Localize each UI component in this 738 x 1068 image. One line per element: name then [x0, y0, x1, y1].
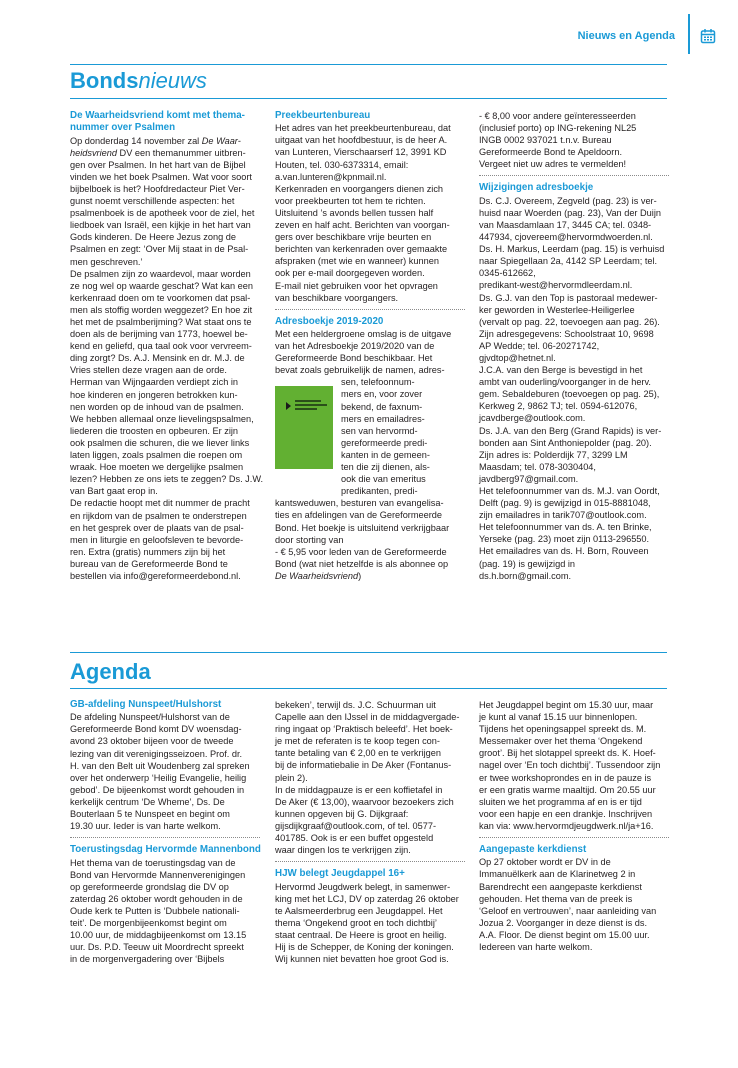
body-line: Vergeet niet uw adres te vermelden!	[479, 159, 627, 170]
body-line: psalmenboek is de apotheek voor de ziel, het	[70, 208, 255, 219]
body-line: kunnen opgeven bij G. Dijkgraaf:	[275, 808, 409, 819]
body-line: gunst noemt verschillende aspecten: het	[70, 196, 235, 207]
body-line: javdberg97@gmail.com.	[479, 473, 579, 484]
body-line: Bond (wat niet hetzelfde is als abonnee op	[275, 558, 449, 569]
body-line: AP Wedde; tel. 06-20271742,	[479, 340, 600, 351]
body-line: en rijkdom van de psalmen te onderstrepen	[70, 510, 247, 521]
body-line: van Lunteren, Vierschaarserf 12, 3991 KD	[275, 147, 447, 158]
article-heading: HJW belegt Jeugdappel 16+	[275, 868, 405, 880]
body-line: voor preekbeurten tot hem te richten.	[275, 195, 426, 206]
calendar-icon	[700, 28, 716, 44]
body-line: Hervormd Jeugdwerk belegt, in samenwer-	[275, 881, 451, 892]
body-line: Messemaker over het thema ‘Ongekend	[479, 736, 643, 747]
body-line: Ds. H. Markus, Leerdam (pag. 15) is verhuisd	[479, 244, 665, 255]
body-line: kanten in de gemeen-	[341, 449, 430, 460]
body-line: Ds. G.J. van den Top is pastoraal medewer-	[479, 292, 658, 303]
body-line: Vries stellen deze vragen aan de orde.	[70, 365, 227, 376]
body-line: sluiten we het programma af en is er tijd	[479, 796, 642, 807]
body-line: ds.h.born@gmail.com.	[479, 570, 572, 581]
body-line: INGB 0002 937021 t.n.v. Bureau	[479, 135, 612, 146]
article-heading: De Waarheidsvriend komt met thema-	[70, 110, 245, 121]
body-line: Gereformeerde Bond komt DV woensdag-	[70, 724, 242, 735]
body-line: 447934, cjovereem@hervormdwoerden.nl.	[479, 232, 653, 243]
body-line: er twee workshoprondes en in de pauze is	[479, 772, 652, 783]
body-line: Zijn adresgegevens: Schoolstraat 10, 9698	[479, 328, 654, 339]
body-line: ten die zij dienen, als-	[341, 462, 430, 473]
body-line: De afdeling Nunspeet/Hulshorst van de	[70, 712, 230, 723]
body-line: bekend, de faxnum-	[341, 401, 423, 412]
header-divider	[688, 14, 690, 54]
body-line: zijn emailadres in tarik707@outlook.com.	[479, 510, 647, 521]
body-line: 0345-612662,	[479, 268, 536, 279]
body-line: teit’. De morgenbijeenkomst begint om	[70, 918, 227, 928]
dotted-separator	[479, 837, 669, 838]
body-line: (vervalt op pag. 22, toevoegen aan pag. 26).	[479, 316, 660, 327]
body-line: thema ‘Ongekend groot en toch dichtbij’	[275, 917, 437, 928]
body-line: ook die van emeritus	[341, 474, 426, 485]
body-line: Iedereen van harte welkom.	[479, 941, 593, 952]
body-line: vinden we het boek Psalmen. Wat voor soort	[70, 171, 252, 182]
body-line: ren. Extra (gratis) nummers zijn bij het	[70, 546, 226, 557]
body-line: ding zorgt? Ds. A.J. Mensink en dr. M.J. de	[70, 353, 245, 364]
agenda-column-3	[479, 699, 671, 953]
body-line: - € 8,00 voor andere geïnteresseerden	[479, 111, 636, 121]
body-line: kend en geliefd, qua taal ook voor vervreem-	[70, 341, 252, 352]
body-line: Bond. Het boekje is uitsluitend verkrijgbaar	[275, 522, 450, 533]
body-line: Ds. J.A. van den Berg (Grand Rapids) is ver-	[479, 425, 662, 436]
body-line: ties en afdelingen van de Gereformeerde	[275, 510, 443, 521]
body-line: lezing van dit verenigingsseizoen. Prof. dr.	[70, 748, 243, 759]
body-line: Houten, tel. 030-6373314, email:	[275, 159, 409, 170]
body-line: Ds. C.J. Overeem, Zegveld (pag. 23) is ver-	[479, 195, 657, 206]
body-line: van het Adresboekje 2019/2020 van de	[275, 341, 435, 352]
body-line: bonden aan Sint Anthoniepolder (pag. 20).	[479, 437, 652, 448]
body-line: het met de psalmberijming? Wat staat ons te	[70, 317, 252, 327]
bondsnieuws-title: Bondsnieuws	[70, 68, 207, 93]
body-line: tante betaling van € 2,00 en te verkrijgen	[275, 748, 441, 759]
body-line: ker geworden in Westerlee-Heiligerlee	[479, 304, 635, 315]
body-line: Op donderdag 14 november zal De Waar-	[70, 135, 241, 146]
body-line: king met het LCJ, DV op zaterdag 26 oktober	[275, 893, 459, 904]
article-heading: Preekbeurtenbureau	[275, 110, 371, 121]
body-line: Barendrecht een aangepaste kerkdienst	[479, 881, 642, 892]
body-line: gem. Sebaldeburen (toevoegen op pag. 25),	[479, 389, 660, 400]
body-line: gers over beschikbare vrije beurten en	[275, 232, 432, 243]
body-line: kerkenraad doen om te voorkomen dat psal-	[70, 292, 251, 303]
body-line: hoe kinderen en jongeren betrokken kun-	[70, 389, 238, 400]
body-line: zeven en half acht. Berichten van voorgan-	[275, 220, 450, 231]
body-line: Het thema van de toerustingsdag van de	[70, 857, 236, 868]
body-line: gen over Psalmen. In het hart van de Bijbel	[70, 159, 246, 170]
body-line: avond 23 oktober bijeen voor de tweede	[70, 736, 234, 747]
body-line: Delft (pag. 9) is gewijzigd in 015-8881048,	[479, 498, 651, 509]
body-line: Wij kunnen niet bevatten hoe groot God is.	[275, 954, 449, 965]
body-line: wraak. Hoe moeten we dergelijke psalmen	[70, 462, 244, 473]
article-heading: Toerustingsdag Hervormde Mannenbond	[70, 844, 261, 856]
body-line: De Aker (€ 13,00), waarvoor bezoekers zich	[275, 796, 454, 807]
body-line: Gereformeerde Bond beschikbaar. Het	[275, 353, 433, 364]
body-line: Kerkweg 2, 9862 TJ; tel. 0594-612076,	[479, 401, 638, 412]
body-line: van Maasdamlaan 17, 3445 CA; tel. 0348-	[479, 219, 652, 230]
body-line: Bouterlaan 5 te Nunspeet en begint om	[70, 809, 230, 820]
body-line: er een gratis warme maaltijd. Om 20.55 uur	[479, 784, 656, 795]
body-line: Met een heldergroene omslag is de uitgave	[275, 329, 452, 339]
dotted-separator	[275, 309, 465, 310]
body-line: groot’. Bij het slotappel spreekt ds. K. Hoef-	[479, 748, 656, 759]
body-line: men in liturgie en geloofsleven te bevorde-	[70, 534, 244, 545]
body-line: De psalmen zijn zo waardevol, maar worden	[70, 268, 251, 279]
body-line: Bond van Hervormde Mannenverenigingen	[70, 869, 246, 880]
dotted-separator	[70, 837, 260, 838]
body-line: predikant-west@hervormdleerdam.nl.	[479, 280, 633, 291]
body-line: Zijn adres is: Polderdijk 77, 3299 LM	[479, 449, 628, 460]
body-line: door storting van	[275, 534, 344, 545]
body-line: sen, telefoonnum-	[341, 377, 415, 388]
body-line: De redactie hoopt met dit nummer de pracht	[70, 498, 250, 509]
agenda-bottom-rule	[70, 688, 667, 689]
body-line: predikanten, predi-	[341, 486, 418, 497]
body-line: ook per e-mail doorgegeven worden.	[275, 268, 425, 279]
body-line: in de morgenvergadering over ‘Bijbels	[70, 954, 225, 965]
body-line: Het adres van het preekbeurtenbureau, dat	[275, 123, 451, 134]
body-line: 10.00 uur, de middagbijeenkomst om 13.15	[70, 930, 247, 941]
body-line: op gereformeerde grondslag die DV op	[70, 881, 229, 892]
body-line: Tijdens het openingsappel spreekt ds. M.	[479, 724, 647, 735]
body-line: Gereformeerde Bond te Apeldoorn.	[479, 147, 623, 158]
body-line: je met de referaten is te koop tegen con-	[275, 736, 440, 747]
agenda-top-rule	[70, 652, 667, 653]
body-line: men als stoffig worden weggezet? En hoe zit	[70, 304, 253, 315]
body-line: bij de informatiebalie in De Aker (Fontanus-	[275, 760, 452, 771]
agenda-column-2	[275, 699, 467, 965]
body-line: kantsweduwen, besturen van evangelisa-	[275, 498, 444, 509]
body-line: kan via: www.hervormdjeugdwerk.nl/ja+16.	[479, 820, 654, 831]
body-line: liedboek van Israël, een kijkje in het hart van	[70, 220, 251, 231]
body-line: We hebben allemaal onze lievelingspsalmen,	[70, 413, 254, 424]
body-line: kerkelijk centrum ‘De Wheme’, Ds. De	[70, 796, 225, 807]
body-line: 401785. Ook is er een buffet opgesteld	[275, 833, 434, 844]
body-line: Capelle aan den IJssel in de middagvergade-	[275, 712, 460, 723]
body-line: ring ingaat op ‘Praktisch beleefd’. Het boek-	[275, 724, 453, 735]
bonds-column-1	[70, 110, 262, 582]
body-line: voor een hapje en een drankje. Inschrijven	[479, 808, 653, 819]
section-bottom-rule	[70, 98, 667, 99]
body-line: (pag. 19) is gewijzigd in	[479, 558, 576, 569]
body-line: ‘Geloof en vertrouwen’, naar aanleiding van	[479, 905, 657, 916]
body-line: zaterdag 26 oktober wordt gehouden in de	[70, 893, 243, 904]
body-line: Jozua 2. Voorganger in deze dienst is ds.	[479, 917, 648, 928]
dotted-separator	[479, 175, 669, 176]
body-line: waar dingen los te verkrijgen zijn.	[275, 845, 411, 856]
body-line: heidsvriend DV een themanummer uitbren-	[70, 147, 246, 158]
body-line: jcavdberge@outlook.com.	[479, 413, 586, 424]
body-line: In de middagpauze is er een koffietafel in	[275, 784, 443, 795]
article-heading: Aangepaste kerkdienst	[479, 844, 587, 856]
body-line: (inclusief porto) op ING-rekening NL25	[479, 123, 637, 134]
agenda-title: Agenda	[70, 659, 151, 684]
bonds-column-3	[479, 110, 671, 582]
body-line: sen van hervormd-	[341, 425, 418, 436]
body-line: plein 2).	[275, 772, 308, 783]
body-line: Kerkenraden en voorgangers dienen zich	[275, 183, 444, 194]
body-line: huisd naar Woerden (pag. 23), Van der Duijn	[479, 207, 661, 218]
body-line: bekeken’, terwijl ds. J.C. Schuurman uit	[275, 700, 436, 710]
body-line: Yerseke (pag. 23) moet zijn 0113-296550.	[479, 534, 650, 545]
dotted-separator	[275, 861, 465, 862]
body-line: lezen? Hebben ze ons iets te zeggen? Ds. J.W.	[70, 474, 264, 485]
body-line: Gods kinderen. De Heere Jezus zong de	[70, 232, 236, 243]
body-line: uitgaat van het hoofdbestuur, is de heer A.	[275, 135, 448, 146]
body-line: Hij is de Schepper, de Koning der koningen.	[275, 941, 454, 952]
body-line: ambt van ouderling/voorganger in de herv.	[479, 377, 651, 388]
body-line: uur. Ds. P.D. Teeuw uit Moordrecht spreekt	[70, 942, 244, 953]
body-line: Het Jeugdappel begint om 15.30 uur, maar	[479, 700, 654, 710]
body-line: nen worden op de inhoud van de psalmen.	[70, 401, 244, 412]
body-line: mers en, voor zover	[341, 389, 423, 400]
body-line: je kunt al vanaf 15.15 uur binnenlopen.	[479, 712, 638, 723]
body-line: J.C.A. van den Berge is bevestigd in het	[479, 365, 643, 376]
article-heading: nummer over Psalmen	[70, 122, 176, 134]
adresboekje-cover-image	[275, 386, 333, 469]
body-line: afspraken (met wie en wanneer) kunnen	[275, 256, 439, 267]
body-line: gebod’. De bijeenkomst wordt gehouden in	[70, 784, 245, 795]
body-line: Op 27 oktober wordt er DV in de	[479, 857, 611, 868]
body-line: Immanuëlkerk aan de Klarinetweg 2 in	[479, 869, 636, 880]
body-line: over het onderwerp ‘Heilig Evangelie, heilig	[70, 772, 247, 783]
body-line: ook psalmen die schuren, die we liever links	[70, 437, 250, 448]
article-heading: Adresboekje 2019-2020	[275, 315, 384, 327]
section-label: Nieuws en Agenda	[577, 30, 675, 42]
body-line: gjvdtop@hetnet.nl.	[479, 352, 556, 363]
body-line: Herman van Wijngaarden verdiept zich in	[70, 377, 239, 388]
body-line: Psalmen en zegt: ‘Over Mij staat in de Psal-	[70, 244, 249, 255]
bonds-column-2	[275, 110, 467, 582]
body-line: Het telefoonnummer van ds. A. ten Brinke,	[479, 522, 652, 533]
body-line: bevat zoals gebruikelijk de namen, adres-	[275, 365, 445, 376]
agenda-column-1	[70, 699, 262, 965]
play-triangle-icon	[286, 402, 291, 410]
body-line: naar Spiegellaan 2a, 4142 SP Leerdam; tel.	[479, 256, 658, 267]
body-line: Oude kerk te Putten is ‘Dubbele nationali-	[70, 905, 240, 916]
body-line: gijsdijkgraaf@outlook.com, of tel. 0577-	[275, 820, 437, 831]
body-line: mers en emailadres-	[341, 413, 425, 424]
body-line: van Bart gaat erop in.	[70, 486, 158, 497]
section-top-rule	[70, 64, 667, 65]
body-line: van beschikbare voorgangers.	[275, 292, 399, 303]
body-line: nagel over ‘En toch dichtbij’. Tussendoor zijn	[479, 760, 661, 771]
body-line: A.A. Floor. De dienst begint om 15.00 uur.	[479, 929, 650, 940]
body-line: Het emailadres van ds. H. Born, Rouveen	[479, 546, 649, 557]
body-line: gehouden. Het thema van de preek is	[479, 893, 633, 904]
body-line: ze nog wel op waarde geschat? Wat kan een	[70, 280, 254, 291]
body-line: bureau van de Gereformeerde Bond te	[70, 558, 228, 569]
body-line: E-mail niet gebruiken voor het opvragen	[275, 280, 438, 291]
body-line: H. van den Belt uit Woudenberg zal spreken	[70, 760, 250, 771]
body-line: gereformeerde predi-	[341, 437, 428, 448]
article-heading: Wijzigingen adresboekje	[479, 182, 594, 194]
body-line: men geschreven.’	[70, 256, 143, 267]
article-heading: GB-afdeling Nunspeet/Hulshorst	[70, 699, 222, 710]
body-line: laten liggen, zoals psalmen die roepen om	[70, 450, 243, 461]
body-line: De Waarheidsvriend)	[275, 570, 362, 581]
body-line: 19.30 uur. Ieder is van harte welkom.	[70, 821, 221, 832]
body-line: bijbelboek is het? Hoofdredacteur Piet Ver-	[70, 183, 245, 194]
body-line: Uitsluitend ’s avonds bellen tussen half	[275, 207, 434, 218]
body-line: Het telefoonnummer van ds. M.J. van Oordt,	[479, 486, 660, 497]
body-line: doen als de berijming van 1773, hoewel be-	[70, 329, 248, 340]
body-line: te Aalsmeerderbrug een Jeugdappel. Het	[275, 905, 443, 916]
body-line: liederen die troosten en opbeuren. Er zijn	[70, 425, 239, 436]
body-line: bestellen via info@gereformeerdebond.nl.	[70, 570, 241, 581]
body-line: en het gesprek over de plaats van de psal-	[70, 522, 244, 533]
body-line: staat centraal. De Heere is groot en heilig.	[275, 929, 447, 940]
body-line: a.van.lunteren@kpnmail.nl.	[275, 171, 387, 182]
body-line: berichten van kerkenraden over gemaakte	[275, 244, 448, 255]
body-line: - € 5,95 voor leden van de Gereformeerde	[275, 546, 447, 557]
body-line: Maasdam; tel. 078-3030404,	[479, 461, 596, 472]
